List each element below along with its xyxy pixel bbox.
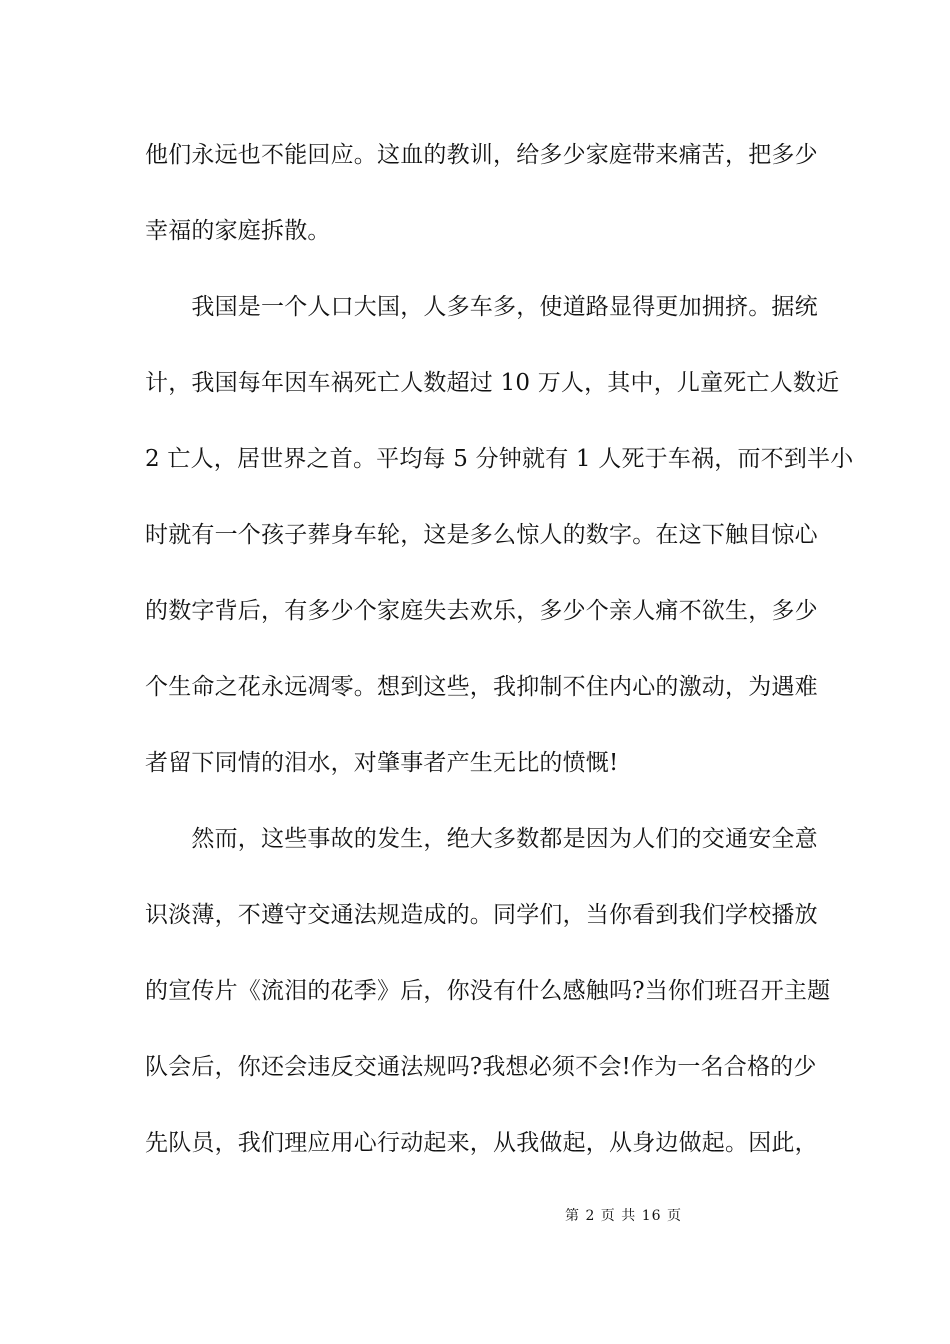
text-line: 2 亡人，居世界之首。平均每 5 分钟就有 1 人死于车祸，而不到半小 [145, 446, 854, 472]
text-line: 他们永远也不能回应。这血的教训，给多少家庭带来痛苦，把多少 [145, 142, 818, 168]
text-line: 时就有一个孩子葬身车轮，这是多么惊人的数字。在这下触目惊心 [145, 522, 818, 548]
text-line: 我国是一个人口大国，人多车多，使道路显得更加拥挤。据统 [145, 294, 818, 320]
text-line: 先队员，我们理应用心行动起来，从我做起，从身边做起。因此， [145, 1130, 818, 1156]
text-line: 个生命之花永远凋零。想到这些，我抑制不住内心的激动，为遇难 [145, 674, 818, 700]
text-line: 计，我国每年因车祸死亡人数超过 10 万人，其中，儿童死亡人数近 [145, 370, 840, 396]
text-line: 幸福的家庭拆散。 [145, 218, 331, 244]
page-number: 第 2 页 共 16 页 [565, 1208, 682, 1224]
text-line: 的数字背后，有多少个家庭失去欢乐，多少个亲人痛不欲生，多少 [145, 598, 818, 624]
text-line: 的宣传片《流泪的花季》后，你没有什么感触吗?当你们班召开主题 [145, 978, 831, 1004]
text-line: 者留下同情的泪水，对肇事者产生无比的愤慨! [145, 750, 619, 776]
text-line: 识淡薄，不遵守交通法规造成的。同学们，当你看到我们学校播放 [145, 902, 818, 928]
text-line: 队会后，你还会违反交通法规吗?我想必须不会!作为一名合格的少 [145, 1054, 817, 1080]
text-line: 然而，这些事故的发生，绝大多数都是因为人们的交通安全意 [145, 826, 818, 852]
